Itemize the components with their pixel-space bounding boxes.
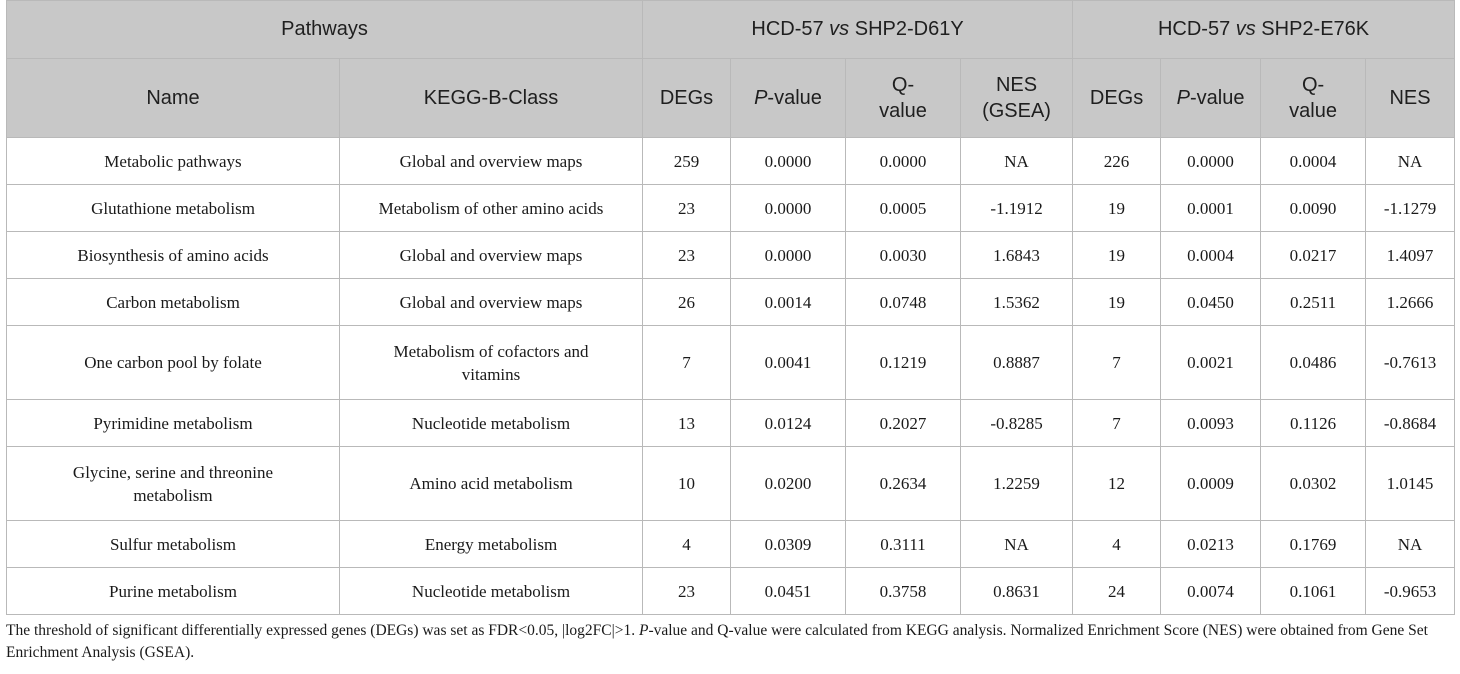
cell-qvalue-e76k: 0.0302 xyxy=(1261,447,1366,521)
cell-pvalue-d61y: 0.0451 xyxy=(731,568,846,615)
table-row xyxy=(7,521,1455,568)
cell-nes-e76k: NA xyxy=(1366,521,1455,568)
cell-pvalue-d61y: 0.0041 xyxy=(731,326,846,400)
table-row xyxy=(7,232,1455,279)
cell-degs-e76k: 7 xyxy=(1073,326,1161,400)
col-kegg-class: KEGG-B-Class xyxy=(340,59,643,138)
cell-pvalue-e76k: 0.0009 xyxy=(1161,447,1261,521)
table-row xyxy=(7,400,1455,447)
cell-pvalue-e76k: 0.0093 xyxy=(1161,400,1261,447)
cell-degs-d61y: 23 xyxy=(643,232,731,279)
cell-pvalue-d61y: 0.0200 xyxy=(731,447,846,521)
cell-pathway-name: Carbon metabolism xyxy=(7,279,340,326)
cell-nes-d61y: 0.8631 xyxy=(961,568,1073,615)
cell-degs-d61y: 26 xyxy=(643,279,731,326)
cell-pvalue-d61y: 0.0309 xyxy=(731,521,846,568)
cell-qvalue-d61y: 0.0030 xyxy=(846,232,961,279)
table-row xyxy=(7,568,1455,615)
cell-qvalue-e76k: 0.1061 xyxy=(1261,568,1366,615)
cell-qvalue-e76k: 0.1769 xyxy=(1261,521,1366,568)
cell-nes-d61y: 0.8887 xyxy=(961,326,1073,400)
cell-pvalue-e76k: 0.0074 xyxy=(1161,568,1261,615)
cell-kegg-class: Metabolism of other amino acids xyxy=(340,185,643,232)
cell-pvalue-e76k: 0.0021 xyxy=(1161,326,1261,400)
cell-pvalue-e76k: 0.0004 xyxy=(1161,232,1261,279)
cell-nes-e76k: -0.9653 xyxy=(1366,568,1455,615)
cell-qvalue-e76k: 0.0004 xyxy=(1261,138,1366,185)
cell-nes-e76k: NA xyxy=(1366,138,1455,185)
cell-degs-d61y: 7 xyxy=(643,326,731,400)
cell-degs-d61y: 4 xyxy=(643,521,731,568)
header-comparison-e76k: HCD-57 vs SHP2-E76K xyxy=(1073,1,1455,59)
cell-degs-d61y: 23 xyxy=(643,185,731,232)
cell-degs-e76k: 12 xyxy=(1073,447,1161,521)
cell-degs-e76k: 19 xyxy=(1073,279,1161,326)
cell-pvalue-e76k: 0.0450 xyxy=(1161,279,1261,326)
header-comparison-d61y: HCD-57 vs SHP2-D61Y xyxy=(643,1,1073,59)
cell-nes-d61y: -0.8285 xyxy=(961,400,1073,447)
cell-qvalue-e76k: 0.0486 xyxy=(1261,326,1366,400)
cell-nes-d61y: -1.1912 xyxy=(961,185,1073,232)
header-pathways: Pathways xyxy=(7,1,643,59)
cell-kegg-class: Amino acid metabolism xyxy=(340,447,643,521)
cell-degs-e76k: 19 xyxy=(1073,185,1161,232)
col-degs-e76k: DEGs xyxy=(1073,59,1161,138)
table-footnote: The threshold of significant differentially expressed genes (DEGs) was set as FDR<0.05, |log2FC|>1. P-value and Q-value were calculated from KEGG analysis. Normalized Enrichment Score (NES) were obtained from Gene Set Enrichment Analysis (GSEA). xyxy=(6,622,1428,661)
cell-kegg-class: Global and overview maps xyxy=(340,138,643,185)
cell-qvalue-d61y: 0.2634 xyxy=(846,447,961,521)
table-row xyxy=(7,185,1455,232)
cell-degs-e76k: 19 xyxy=(1073,232,1161,279)
cell-degs-d61y: 23 xyxy=(643,568,731,615)
cell-pathway-name: One carbon pool by folate xyxy=(7,326,340,400)
cell-pathway-name: Purine metabolism xyxy=(7,568,340,615)
cell-pvalue-d61y: 0.0014 xyxy=(731,279,846,326)
cell-degs-d61y: 259 xyxy=(643,138,731,185)
cell-pathway-name: Metabolic pathways xyxy=(7,138,340,185)
cell-pvalue-e76k: 0.0001 xyxy=(1161,185,1261,232)
col-qvalue-e76k: Q- value xyxy=(1261,59,1366,138)
cell-nes-e76k: 1.0145 xyxy=(1366,447,1455,521)
cell-pvalue-e76k: 0.0213 xyxy=(1161,521,1261,568)
table-row xyxy=(7,138,1455,185)
col-nes-e76k: NES xyxy=(1366,59,1455,138)
cell-degs-d61y: 10 xyxy=(643,447,731,521)
cell-qvalue-d61y: 0.3758 xyxy=(846,568,961,615)
cell-qvalue-e76k: 0.1126 xyxy=(1261,400,1366,447)
cell-pathway-name: Sulfur metabolism xyxy=(7,521,340,568)
column-header-row xyxy=(7,59,1455,138)
col-pvalue-e76k: P-value xyxy=(1161,59,1261,138)
col-degs-d61y: DEGs xyxy=(643,59,731,138)
cell-degs-e76k: 7 xyxy=(1073,400,1161,447)
cell-kegg-class: Metabolism of cofactors and vitamins xyxy=(340,326,643,400)
table-row xyxy=(7,447,1455,521)
cell-nes-e76k: -1.1279 xyxy=(1366,185,1455,232)
cell-degs-e76k: 4 xyxy=(1073,521,1161,568)
cell-nes-e76k: 1.4097 xyxy=(1366,232,1455,279)
col-name: Name xyxy=(7,59,340,138)
cell-pathway-name: Biosynthesis of amino acids xyxy=(7,232,340,279)
table-row xyxy=(7,326,1455,400)
cell-pvalue-d61y: 0.0000 xyxy=(731,232,846,279)
cell-nes-d61y: NA xyxy=(961,521,1073,568)
cell-kegg-class: Global and overview maps xyxy=(340,279,643,326)
col-qvalue-d61y: Q- value xyxy=(846,59,961,138)
cell-qvalue-d61y: 0.2027 xyxy=(846,400,961,447)
cell-qvalue-d61y: 0.0748 xyxy=(846,279,961,326)
cell-kegg-class: Nucleotide metabolism xyxy=(340,568,643,615)
cell-degs-e76k: 24 xyxy=(1073,568,1161,615)
cell-pathway-name: Glutathione metabolism xyxy=(7,185,340,232)
cell-pathway-name: Glycine, serine and threonine metabolism xyxy=(7,447,340,521)
cell-pvalue-d61y: 0.0000 xyxy=(731,138,846,185)
cell-qvalue-e76k: 0.2511 xyxy=(1261,279,1366,326)
cell-qvalue-e76k: 0.0217 xyxy=(1261,232,1366,279)
cell-pvalue-d61y: 0.0124 xyxy=(731,400,846,447)
col-pvalue-d61y: P-value xyxy=(731,59,846,138)
cell-qvalue-e76k: 0.0090 xyxy=(1261,185,1366,232)
cell-nes-d61y: 1.5362 xyxy=(961,279,1073,326)
cell-nes-e76k: -0.7613 xyxy=(1366,326,1455,400)
cell-nes-d61y: 1.6843 xyxy=(961,232,1073,279)
cell-degs-e76k: 226 xyxy=(1073,138,1161,185)
cell-kegg-class: Nucleotide metabolism xyxy=(340,400,643,447)
cell-pvalue-d61y: 0.0000 xyxy=(731,185,846,232)
cell-nes-e76k: -0.8684 xyxy=(1366,400,1455,447)
cell-kegg-class: Energy metabolism xyxy=(340,521,643,568)
cell-qvalue-d61y: 0.0000 xyxy=(846,138,961,185)
cell-nes-e76k: 1.2666 xyxy=(1366,279,1455,326)
group-header-row xyxy=(7,1,1455,59)
cell-nes-d61y: NA xyxy=(961,138,1073,185)
cell-degs-d61y: 13 xyxy=(643,400,731,447)
cell-qvalue-d61y: 0.3111 xyxy=(846,521,961,568)
col-nes-d61y: NES (GSEA) xyxy=(961,59,1073,138)
table-row xyxy=(7,279,1455,326)
cell-nes-d61y: 1.2259 xyxy=(961,447,1073,521)
cell-qvalue-d61y: 0.1219 xyxy=(846,326,961,400)
cell-qvalue-d61y: 0.0005 xyxy=(846,185,961,232)
cell-pathway-name: Pyrimidine metabolism xyxy=(7,400,340,447)
cell-kegg-class: Global and overview maps xyxy=(340,232,643,279)
cell-pvalue-e76k: 0.0000 xyxy=(1161,138,1261,185)
kegg-pathway-table xyxy=(6,0,1455,615)
